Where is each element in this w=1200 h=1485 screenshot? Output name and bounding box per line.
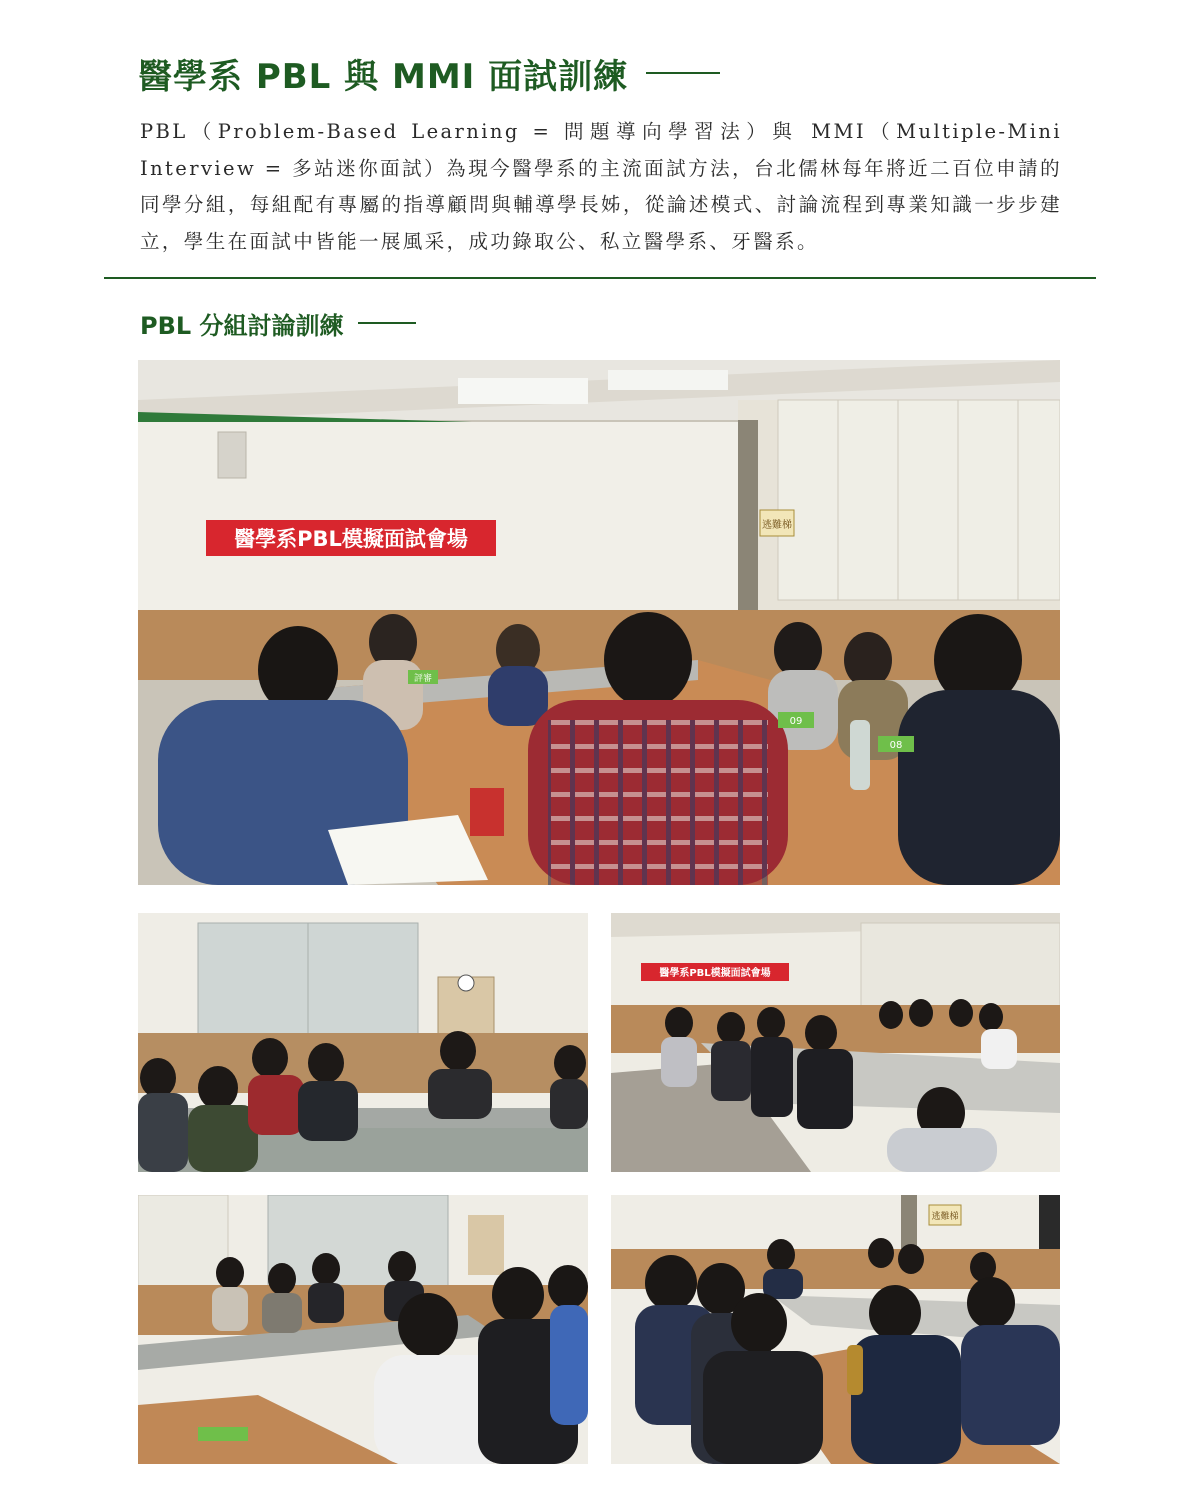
exit-sign-small-text: 逃難梯	[931, 1212, 959, 1222]
photo-main	[138, 360, 1060, 885]
photo-grid-4-scene	[611, 1195, 1060, 1464]
photo-grid-2-scene	[611, 913, 1060, 1172]
title-row	[138, 48, 720, 98]
tag-08-text: 08	[889, 740, 903, 751]
page-title: 醫學系 PBL 與 MMI 面試訓練	[138, 56, 629, 97]
banner-main-text: 醫學系PBL模擬面試會場	[234, 527, 468, 551]
photo-grid-3-scene	[138, 1195, 588, 1464]
tag-judge-text: 評審	[413, 674, 433, 684]
photo-main-scene	[138, 360, 1060, 885]
subtitle-rule	[358, 322, 416, 324]
exit-sign-text: 逃難梯	[762, 520, 792, 531]
tag-09-text: 09	[789, 716, 803, 727]
photo-grid-2	[611, 913, 1060, 1172]
photo-grid-4	[611, 1195, 1060, 1464]
photo-grid-1-scene	[138, 913, 588, 1172]
photo-grid-1	[138, 913, 588, 1172]
section-subtitle: PBL 分組討論訓練	[140, 311, 344, 340]
intro-paragraph: PBL（Problem-Based Learning = 問題導向學習法）與 MMI（Multiple-Mini Interview = 多站迷你面試）為現今醫學系的主流面試方法，台北儒林每年將近二百位申請的同學分組，每組配有專屬的指導顧問與輔導學長姊，從論述模式、討論流程到專業知識一步步建立，學生在面試中皆能一展風采，成功錄取公、私立醫學系、牙醫系。	[140, 120, 1062, 253]
banner-small-text: 醫學系PBL模擬面試會場	[659, 968, 771, 979]
title-rule	[646, 72, 720, 74]
subtitle-row	[140, 303, 416, 343]
section-divider	[104, 277, 1096, 279]
photo-grid-3	[138, 1195, 588, 1464]
